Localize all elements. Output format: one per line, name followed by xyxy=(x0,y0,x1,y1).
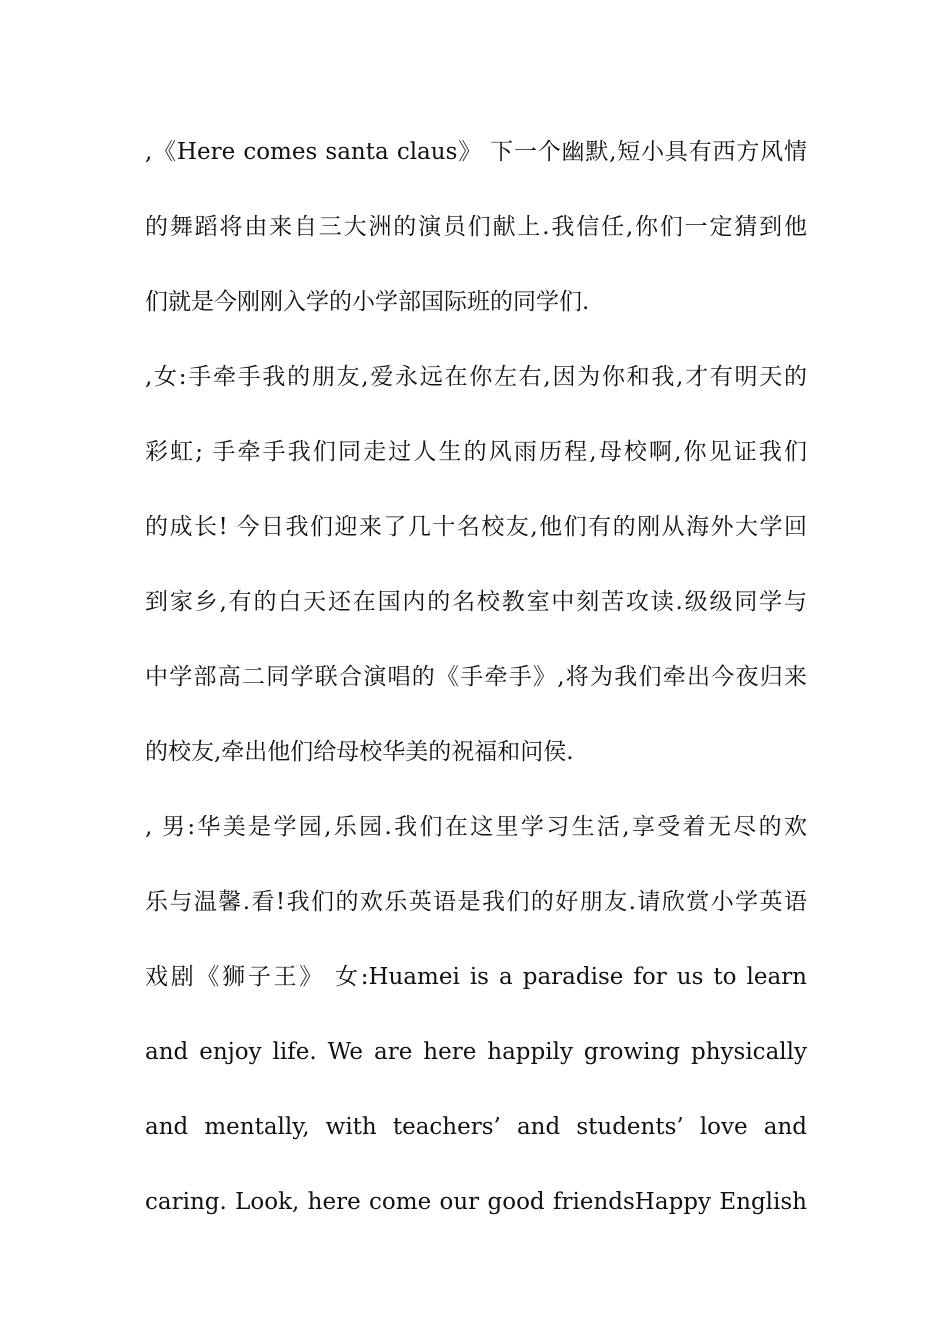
text-line-10: , 男:华美是学园,乐园.我们在这里学习生活,享受着无尽的欢 xyxy=(145,814,807,840)
text-line-3: 们就是今刚刚入学的小学部国际班的同学们. xyxy=(145,289,590,315)
text-line-7: 到家乡,有的白天还在国内的名校教室中刻苦攻读.级级同学与 xyxy=(145,589,807,615)
text-line-4: ,女:手牵手我的朋友,爱永远在你左右,因为你和我,才有明天的 xyxy=(145,364,807,390)
text-line-5: 彩虹; 手牵手我们同走过人生的风雨历程,母校啊,你见证我们 xyxy=(145,439,807,465)
text-line-8: 中学部高二同学联合演唱的《手牵手》,将为我们牵出今夜归来 xyxy=(145,664,807,690)
document-body xyxy=(145,134,807,1259)
text-line-12: 戏剧《狮子王》 女:Huamei is a paradise for us to learn xyxy=(145,964,807,990)
text-line-9: 的校友,牵出他们给母校华美的祝福和问侯. xyxy=(145,739,574,765)
text-line-6: 的成长! 今日我们迎来了几十名校友,他们有的刚从海外大学回 xyxy=(145,514,807,540)
text-line-2: 的舞蹈将由来自三大洲的演员们献上.我信任,你们一定猜到他 xyxy=(145,214,807,240)
text-line-15: caring. Look, here come our good friendsHappy English xyxy=(145,1189,807,1215)
text-line-1: ,《Here comes santa claus》 下一个幽默,短小具有西方风情 xyxy=(145,139,807,165)
text-line-14: and mentally, with teachers’ and students’ love and xyxy=(145,1114,807,1140)
text-line-11: 乐与温馨.看!我们的欢乐英语是我们的好朋友.请欣赏小学英语 xyxy=(145,889,807,915)
text-line-13: and enjoy life. We are here happily growing physically xyxy=(145,1039,807,1065)
